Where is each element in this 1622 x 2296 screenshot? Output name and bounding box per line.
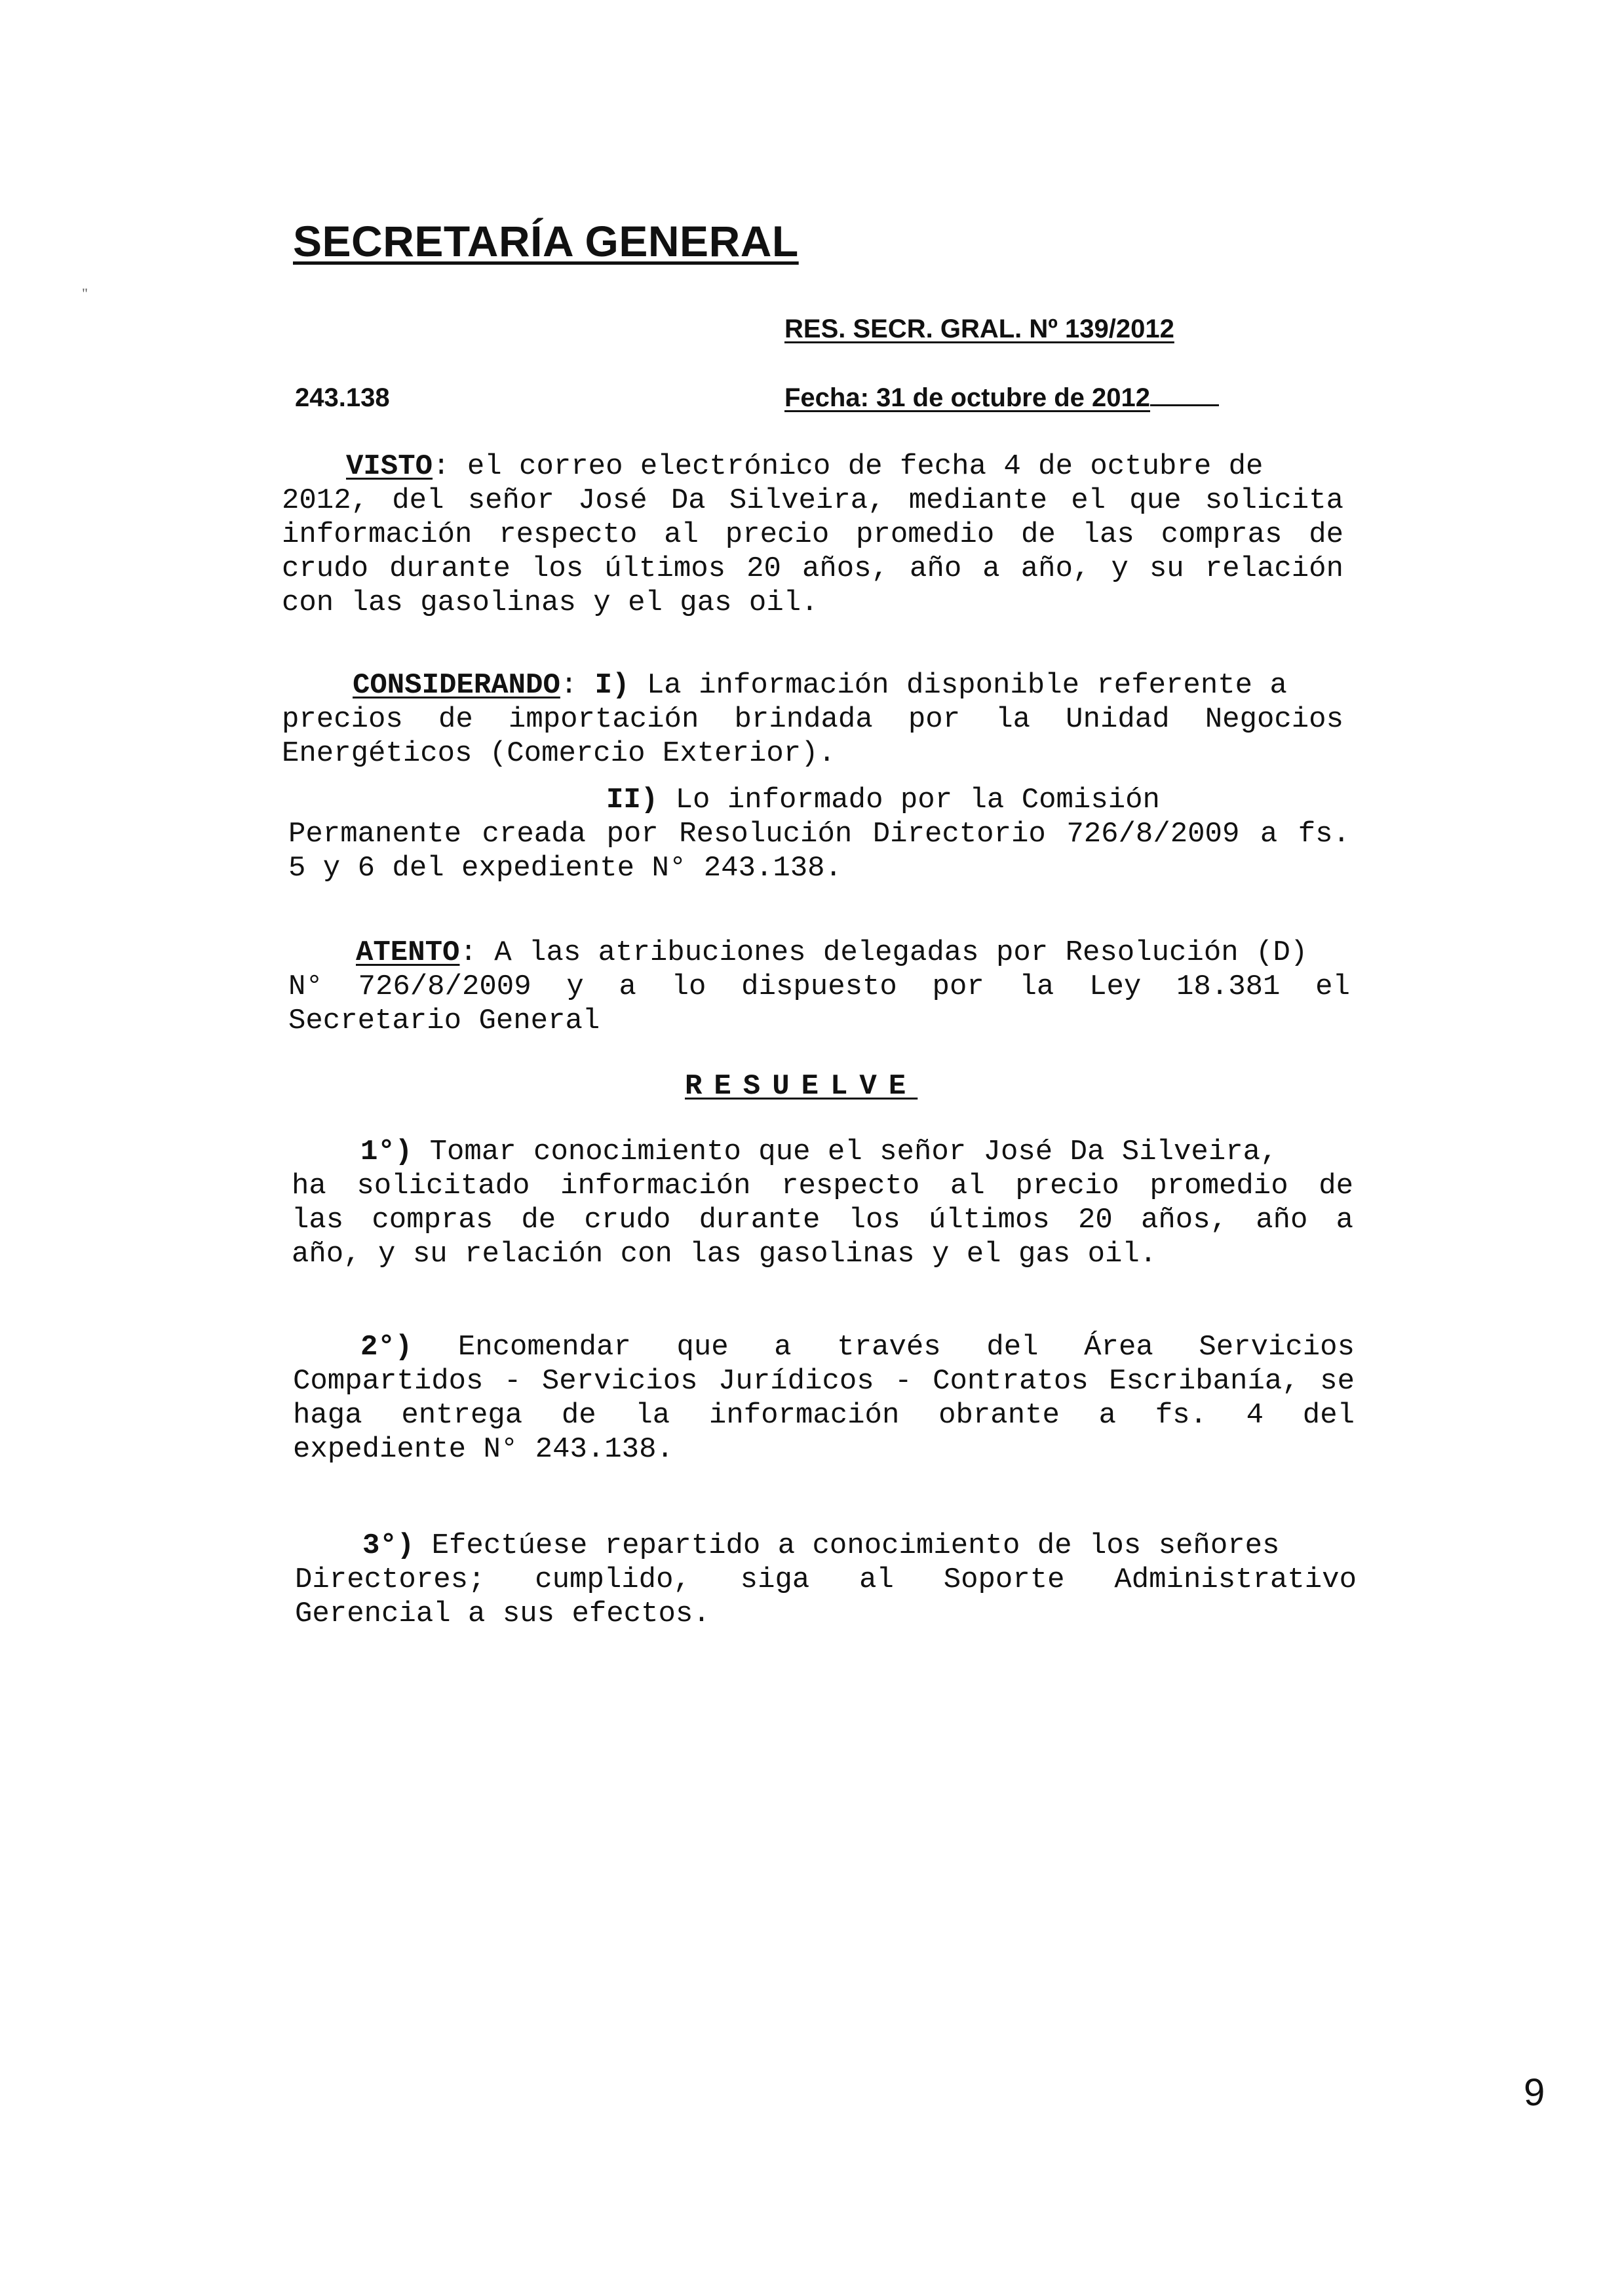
date-underline (1150, 404, 1219, 406)
date-line (784, 383, 1219, 413)
considerando-colon: : (560, 669, 595, 702)
atento-paragraph (288, 936, 1350, 1038)
considerando-paragraph (282, 668, 1343, 771)
resolution-number: RES. SECR. GRAL. Nº 139/2012 (784, 315, 1174, 343)
item2-line-1 (293, 1330, 1355, 1364)
resuelve-item-2 (293, 1330, 1355, 1466)
item2-line-2: Compartidos - Servicios Jurídicos - Contratos Escribanía, se (293, 1365, 1355, 1398)
atento-label: ATENTO (356, 936, 460, 969)
item3-line-2: Directores; cumplido, siga al Soporte Administrativo (295, 1563, 1357, 1596)
considerando-item-2 (288, 783, 1350, 885)
item3-line-3: Gerencial a sus efectos. (295, 1598, 710, 1630)
item1-line-2: ha solicitado información respecto al precio promedio de (292, 1170, 1353, 1202)
considerando-line-1 (282, 668, 1343, 702)
resuelve-heading: RESUELVE (685, 1070, 918, 1103)
item3-text-1: Efectúese repartido a conocimiento de los señores (414, 1529, 1280, 1562)
visto-line-2: 2012, del señor José Da Silveira, mediante el que solicita (282, 484, 1343, 517)
item1-line-3: las compras de crudo durante los últimos 20 años, año a (292, 1204, 1353, 1236)
atento-line-2: N° 726/8/2009 y a lo dispuesto por la Ley 18.381 el (288, 970, 1350, 1003)
atento-text-1: : A las atribuciones delegadas por Resolución (D) (459, 936, 1308, 969)
item2-text-1: Encomendar que a través del Área Servicios (412, 1331, 1355, 1364)
item2-line-4: expediente N° 243.138. (293, 1433, 674, 1466)
page-number: 9 (1524, 2071, 1545, 2114)
considerando-marker-2: II) (606, 784, 659, 816)
page-title: SECRETARÍA GENERAL (293, 217, 799, 265)
item1-marker: 1°) (360, 1136, 413, 1168)
considerando-line-2: precios de importación brindada por la Unidad Negocios (282, 703, 1343, 736)
visto-line-4: crudo durante los últimos 20 años, año a año, y su relación (282, 552, 1343, 585)
visto-text-1: : el correo electrónico de fecha 4 de octubre de (433, 450, 1264, 483)
considerando-line-3: Energéticos (Comercio Exterior). (282, 737, 836, 770)
resuelve-item-3 (295, 1529, 1357, 1631)
visto-line-1 (282, 450, 1343, 484)
date-text: Fecha: 31 de octubre de 2012 (784, 383, 1151, 412)
considerando-text-1: La información disponible referente a (629, 669, 1287, 702)
visto-line-3: información respecto al precio promedio de las compras de (282, 518, 1343, 551)
atento-line-1 (288, 936, 1350, 970)
considerando-item2-line-3: 5 y 6 del expediente N° 243.138. (288, 852, 842, 885)
resuelve-item-1 (292, 1135, 1353, 1271)
visto-paragraph (282, 450, 1343, 620)
item3-marker: 3°) (362, 1529, 415, 1562)
stray-mark: " (82, 285, 88, 301)
item1-line-4: año, y su relación con las gasolinas y el gas oil. (292, 1238, 1157, 1271)
visto-label: VISTO (346, 450, 433, 483)
considerando-label: CONSIDERANDO (353, 669, 560, 702)
visto-line-5: con las gasolinas y el gas oil. (282, 586, 819, 619)
considerando-marker-1: I) (594, 669, 630, 702)
considerando-item2-line-1 (288, 783, 1350, 817)
considerando-item2-text-1: Lo informado por la Comisión (658, 784, 1160, 816)
item3-line-1 (295, 1529, 1357, 1563)
atento-line-3: Secretario General (288, 1004, 600, 1037)
item2-line-3: haga entrega de la información obrante a fs. 4 del (293, 1399, 1355, 1432)
item1-line-1 (292, 1135, 1353, 1169)
file-number: 243.138 (295, 383, 390, 412)
considerando-item2-line-2: Permanente creada por Resolución Directorio 726/8/2009 a fs. (288, 818, 1350, 851)
item1-text-1: Tomar conocimiento que el señor José Da Silveira, (412, 1136, 1278, 1168)
item2-marker: 2°) (360, 1331, 413, 1364)
